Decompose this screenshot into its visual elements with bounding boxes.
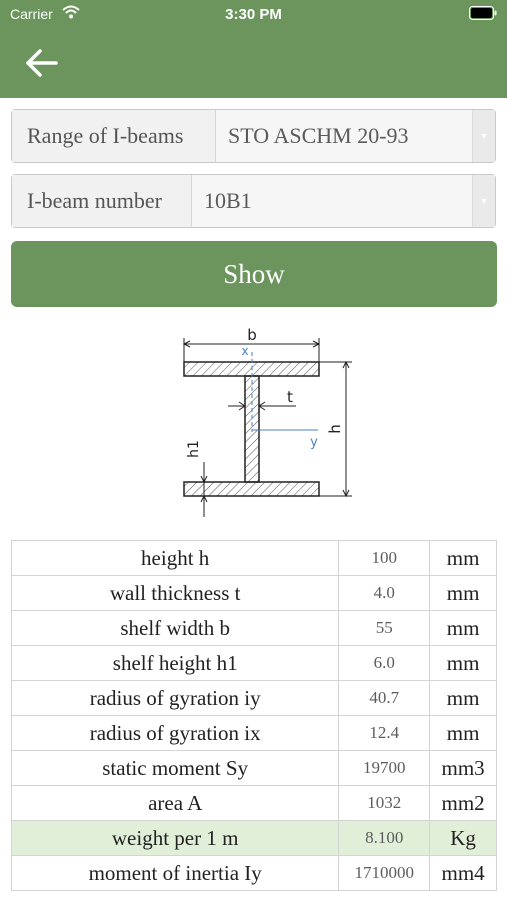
status-bar — [0, 0, 507, 28]
property-name: shelf width b — [12, 611, 339, 646]
property-unit: mm — [430, 611, 497, 646]
label-t: t — [287, 388, 293, 406]
property-value: 12.4 — [339, 716, 430, 751]
property-value: 1710000 — [339, 856, 430, 891]
arrow-left-icon[interactable] — [24, 46, 60, 80]
property-unit: mm4 — [430, 856, 497, 891]
table-row — [12, 751, 497, 786]
label-y: y — [310, 435, 318, 450]
property-unit: mm — [430, 576, 497, 611]
table-row — [12, 856, 497, 891]
table-row — [12, 646, 497, 681]
property-name: radius of gyration iy — [12, 681, 339, 716]
properties-table — [11, 540, 497, 891]
table-row — [12, 541, 497, 576]
property-value: 8.100 — [339, 821, 430, 856]
property-value: 40.7 — [339, 681, 430, 716]
property-value: 6.0 — [339, 646, 430, 681]
property-name: moment of inertia Iy — [12, 856, 339, 891]
property-value: 55 — [339, 611, 430, 646]
property-unit: mm3 — [430, 751, 497, 786]
range-picker[interactable] — [11, 109, 496, 163]
table-row — [12, 576, 497, 611]
table-row — [12, 786, 497, 821]
show-button[interactable]: Show — [11, 241, 497, 307]
chevron-down-icon[interactable]: ▼ — [472, 175, 495, 227]
property-value: 100 — [339, 541, 430, 576]
property-unit: mm — [430, 541, 497, 576]
number-picker-label: I-beam number — [12, 175, 192, 227]
ibeam-diagram — [170, 322, 360, 522]
label-h1: h1 — [186, 440, 202, 458]
label-b: b — [247, 326, 257, 344]
label-x: x — [241, 344, 249, 358]
carrier-label: Carrier — [10, 6, 53, 22]
property-unit: mm2 — [430, 786, 497, 821]
range-picker-label: Range of I-beams — [12, 110, 216, 162]
number-picker[interactable] — [11, 174, 496, 228]
property-unit: mm — [430, 681, 497, 716]
chevron-down-icon[interactable]: ▼ — [472, 110, 495, 162]
property-unit: mm — [430, 646, 497, 681]
property-unit: Kg — [430, 821, 497, 856]
property-value: 1032 — [339, 786, 430, 821]
label-h: h — [326, 424, 344, 434]
property-value: 4.0 — [339, 576, 430, 611]
table-row — [12, 681, 497, 716]
table-row — [12, 716, 497, 751]
property-name: weight per 1 m — [12, 821, 339, 856]
property-value: 19700 — [339, 751, 430, 786]
property-name: shelf height h1 — [12, 646, 339, 681]
property-unit: mm — [430, 716, 497, 751]
property-name: wall thickness t — [12, 576, 339, 611]
range-picker-value[interactable]: STO ASCHM 20-93 — [216, 110, 473, 162]
battery-icon — [469, 6, 497, 20]
property-name: radius of gyration ix — [12, 716, 339, 751]
table-row — [12, 821, 497, 856]
navigation-bar — [0, 28, 507, 98]
property-name: area A — [12, 786, 339, 821]
clock-label: 3:30 PM — [225, 6, 282, 23]
number-picker-value[interactable]: 10B1 — [192, 175, 473, 227]
property-name: height h — [12, 541, 339, 576]
table-row — [12, 611, 497, 646]
property-name: static moment Sy — [12, 751, 339, 786]
